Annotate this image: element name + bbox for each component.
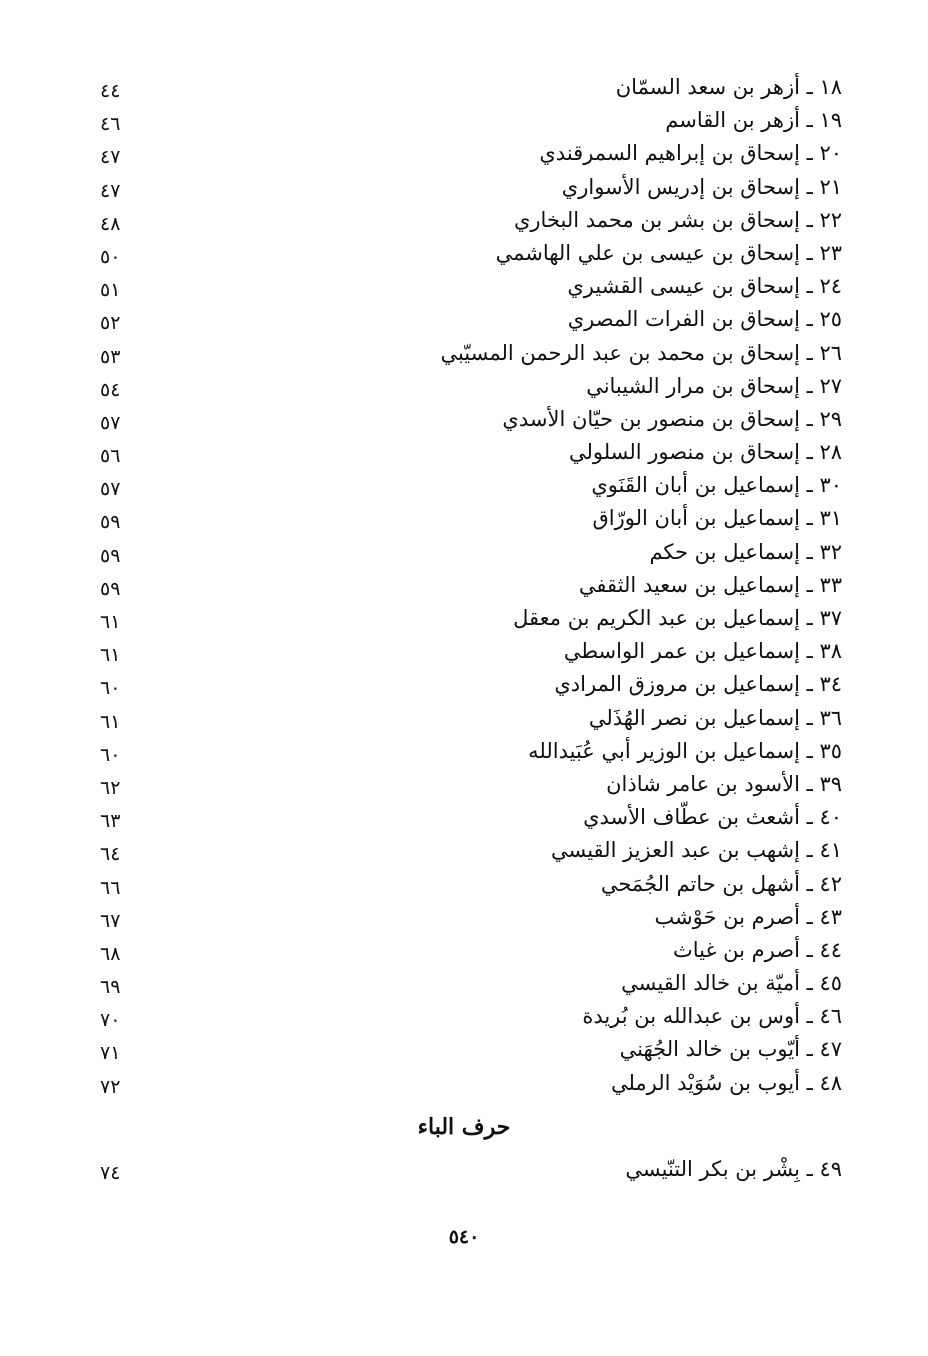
entry-title: ٢٢ ـ إسحاق بن بشر بن محمد البخاري bbox=[513, 207, 842, 232]
entry-title: ٣٤ ـ إسماعيل بن مروزق المرادي bbox=[554, 672, 842, 697]
entry-title: ٤٧ ـ أيّوب بن خالد الجُهَني bbox=[619, 1037, 842, 1062]
index-entry-row bbox=[90, 801, 842, 834]
entry-title: ٢٧ ـ إسحاق بن مرار الشيباني bbox=[586, 373, 842, 398]
entry-page-number: ٧٤ bbox=[100, 1162, 121, 1184]
entry-title: ٤٥ ـ أميّة بن خالد القيسي bbox=[621, 971, 842, 996]
index-entry-row bbox=[90, 71, 842, 104]
index-entry-row bbox=[90, 370, 842, 403]
entry-title: ٣٨ ـ إسماعيل بن عمر الواسطي bbox=[563, 639, 842, 664]
index-entry-row bbox=[90, 104, 842, 137]
entry-title: ٤٨ ـ أيوب بن سُوَيْد الرملي bbox=[610, 1070, 842, 1095]
entry-title: ٤٤ ـ أصرم بن غياث bbox=[673, 937, 842, 962]
entry-page-number: ٤٤ bbox=[100, 80, 121, 102]
entry-page-number: ٥٩ bbox=[100, 511, 121, 534]
index-entry-row bbox=[90, 602, 842, 635]
entry-page-number: ٥٦ bbox=[100, 445, 121, 468]
index-entry-row bbox=[90, 171, 842, 204]
index-entry-row bbox=[90, 702, 842, 735]
index-entry-row bbox=[90, 569, 842, 602]
index-entry-row bbox=[90, 436, 842, 469]
entry-title: ٤٩ ـ بِشْر بن بكر التنّيسي bbox=[625, 1157, 842, 1181]
entry-page-number: ٥٩ bbox=[100, 544, 121, 567]
entry-page-number: ٦١ bbox=[100, 710, 121, 733]
entry-page-number: ٦٨ bbox=[100, 942, 121, 965]
index-entry-row bbox=[90, 1067, 842, 1100]
section-heading: حرف الباء bbox=[417, 1114, 511, 1140]
entry-page-number: ٦٢ bbox=[100, 776, 121, 799]
entry-title: ٤٦ ـ أوس بن عبدالله بن بُريدة bbox=[582, 1004, 842, 1029]
index-entry-row bbox=[90, 403, 842, 436]
entry-title: ٣١ ـ إسماعيل بن أبان الورّاق bbox=[592, 506, 842, 531]
index-entries-list-ba bbox=[90, 1153, 842, 1186]
entry-title: ٣٠ ـ إسماعيل بن أبان القَنَوي bbox=[591, 473, 842, 498]
entry-title: ٢٩ ـ إسحاق بن منصور بن حيّان الأسدي bbox=[502, 406, 842, 431]
entry-title: ٢٦ ـ إسحاق بن محمد بن عبد الرحمن المسيّبي bbox=[440, 340, 842, 365]
entry-title: ٢٥ ـ إسحاق بن الفرات المصري bbox=[567, 307, 842, 332]
entry-title: ٣٩ ـ الأسود بن عامر شاذان bbox=[606, 771, 842, 796]
entry-page-number: ٥٩ bbox=[100, 577, 121, 600]
index-entry-row bbox=[90, 1000, 842, 1033]
index-entry-row bbox=[90, 337, 842, 370]
entry-title: ٤٠ ـ أشعث بن عطّاف الأسدي bbox=[583, 805, 842, 830]
entry-page-number: ٦٦ bbox=[100, 876, 121, 899]
entry-title: ٢٣ ـ إسحاق بن عيسى بن علي الهاشمي bbox=[495, 240, 842, 265]
entry-page-number: ٤٧ bbox=[100, 146, 121, 169]
entry-title: ١٩ ـ أزهر بن القاسم bbox=[665, 108, 842, 133]
index-entry-row bbox=[90, 868, 842, 901]
index-entry-row bbox=[90, 270, 842, 303]
entry-title: ٢١ ـ إسحاق بن إدريس الأسواري bbox=[561, 174, 842, 199]
index-entry-row bbox=[90, 834, 842, 867]
index-entry-row bbox=[90, 303, 842, 336]
index-entry-row bbox=[90, 1153, 842, 1186]
entry-page-number: ٥٠ bbox=[100, 245, 121, 268]
entry-page-number: ٧٠ bbox=[100, 1009, 121, 1032]
index-entry-row bbox=[90, 635, 842, 668]
index-entry-row bbox=[90, 668, 842, 701]
entry-title: ٣٢ ـ إسماعيل بن حكم bbox=[649, 539, 842, 564]
index-entry-row bbox=[90, 967, 842, 1000]
index-entry-row bbox=[90, 934, 842, 967]
index-entry-row bbox=[90, 237, 842, 270]
index-entry-row bbox=[90, 137, 842, 170]
entry-title: ٣٧ ـ إسماعيل بن عبد الكريم بن معقل bbox=[513, 606, 842, 630]
entry-page-number: ٧٢ bbox=[100, 1075, 121, 1098]
entry-page-number: ٥٧ bbox=[100, 478, 121, 501]
index-entry-row bbox=[90, 536, 842, 569]
index-entry-row bbox=[90, 1033, 842, 1066]
entry-page-number: ٥٣ bbox=[100, 345, 121, 368]
index-entry-row bbox=[90, 502, 842, 535]
entry-title: ٣٣ ـ إسماعيل بن سعيد الثقفي bbox=[578, 572, 842, 597]
entry-title: ٣٦ ـ إسماعيل بن نصر الهُذَلي bbox=[588, 705, 842, 730]
entry-page-number: ٦٧ bbox=[100, 909, 121, 932]
entry-page-number: ٦٣ bbox=[100, 810, 121, 833]
index-entry-row bbox=[90, 901, 842, 934]
entry-page-number: ٧١ bbox=[100, 1042, 121, 1065]
entry-page-number: ٦١ bbox=[100, 644, 121, 667]
entry-title: ١٨ ـ أزهر بن سعد السمّان bbox=[615, 75, 842, 99]
entry-title: ٢٤ ـ إسحاق بن عيسى القشيري bbox=[567, 274, 842, 299]
entry-page-number: ٤٨ bbox=[100, 212, 121, 235]
entry-page-number: ٦٠ bbox=[100, 743, 121, 766]
index-entry-row bbox=[90, 768, 842, 801]
entry-page-number: ٦٤ bbox=[100, 843, 121, 866]
entry-title: ٤١ ـ إشهب بن عبد العزيز القيسي bbox=[550, 838, 842, 863]
entry-page-number: ٤٦ bbox=[100, 113, 121, 136]
entry-title: ٢٠ ـ إسحاق بن إبراهيم السمرقندي bbox=[539, 141, 842, 166]
index-entry-row bbox=[90, 735, 842, 768]
entry-page-number: ٥٤ bbox=[100, 378, 121, 401]
page-number: ٥٤٠ bbox=[448, 1226, 480, 1248]
index-entry-row bbox=[90, 469, 842, 502]
entry-page-number: ٦٠ bbox=[100, 677, 121, 700]
entry-page-number: ٥١ bbox=[100, 279, 121, 302]
entry-title: ٣٥ ـ إسماعيل بن الوزير أبي عُبَيدالله bbox=[528, 738, 842, 763]
index-entries-list bbox=[90, 71, 842, 1100]
entry-title: ٤٢ ـ أشهل بن حاتم الجُمَحي bbox=[600, 871, 842, 896]
entry-title: ٤٣ ـ أصرم بن حَوْشب bbox=[654, 904, 842, 929]
entry-page-number: ٥٢ bbox=[100, 312, 121, 335]
entry-title: ٢٨ ـ إسحاق بن منصور السلولي bbox=[568, 440, 842, 465]
entry-page-number: ٦١ bbox=[100, 611, 121, 633]
index-entry-row bbox=[90, 204, 842, 237]
entry-page-number: ٤٧ bbox=[100, 179, 121, 202]
entry-page-number: ٥٧ bbox=[100, 411, 121, 434]
entry-page-number: ٦٩ bbox=[100, 976, 121, 999]
